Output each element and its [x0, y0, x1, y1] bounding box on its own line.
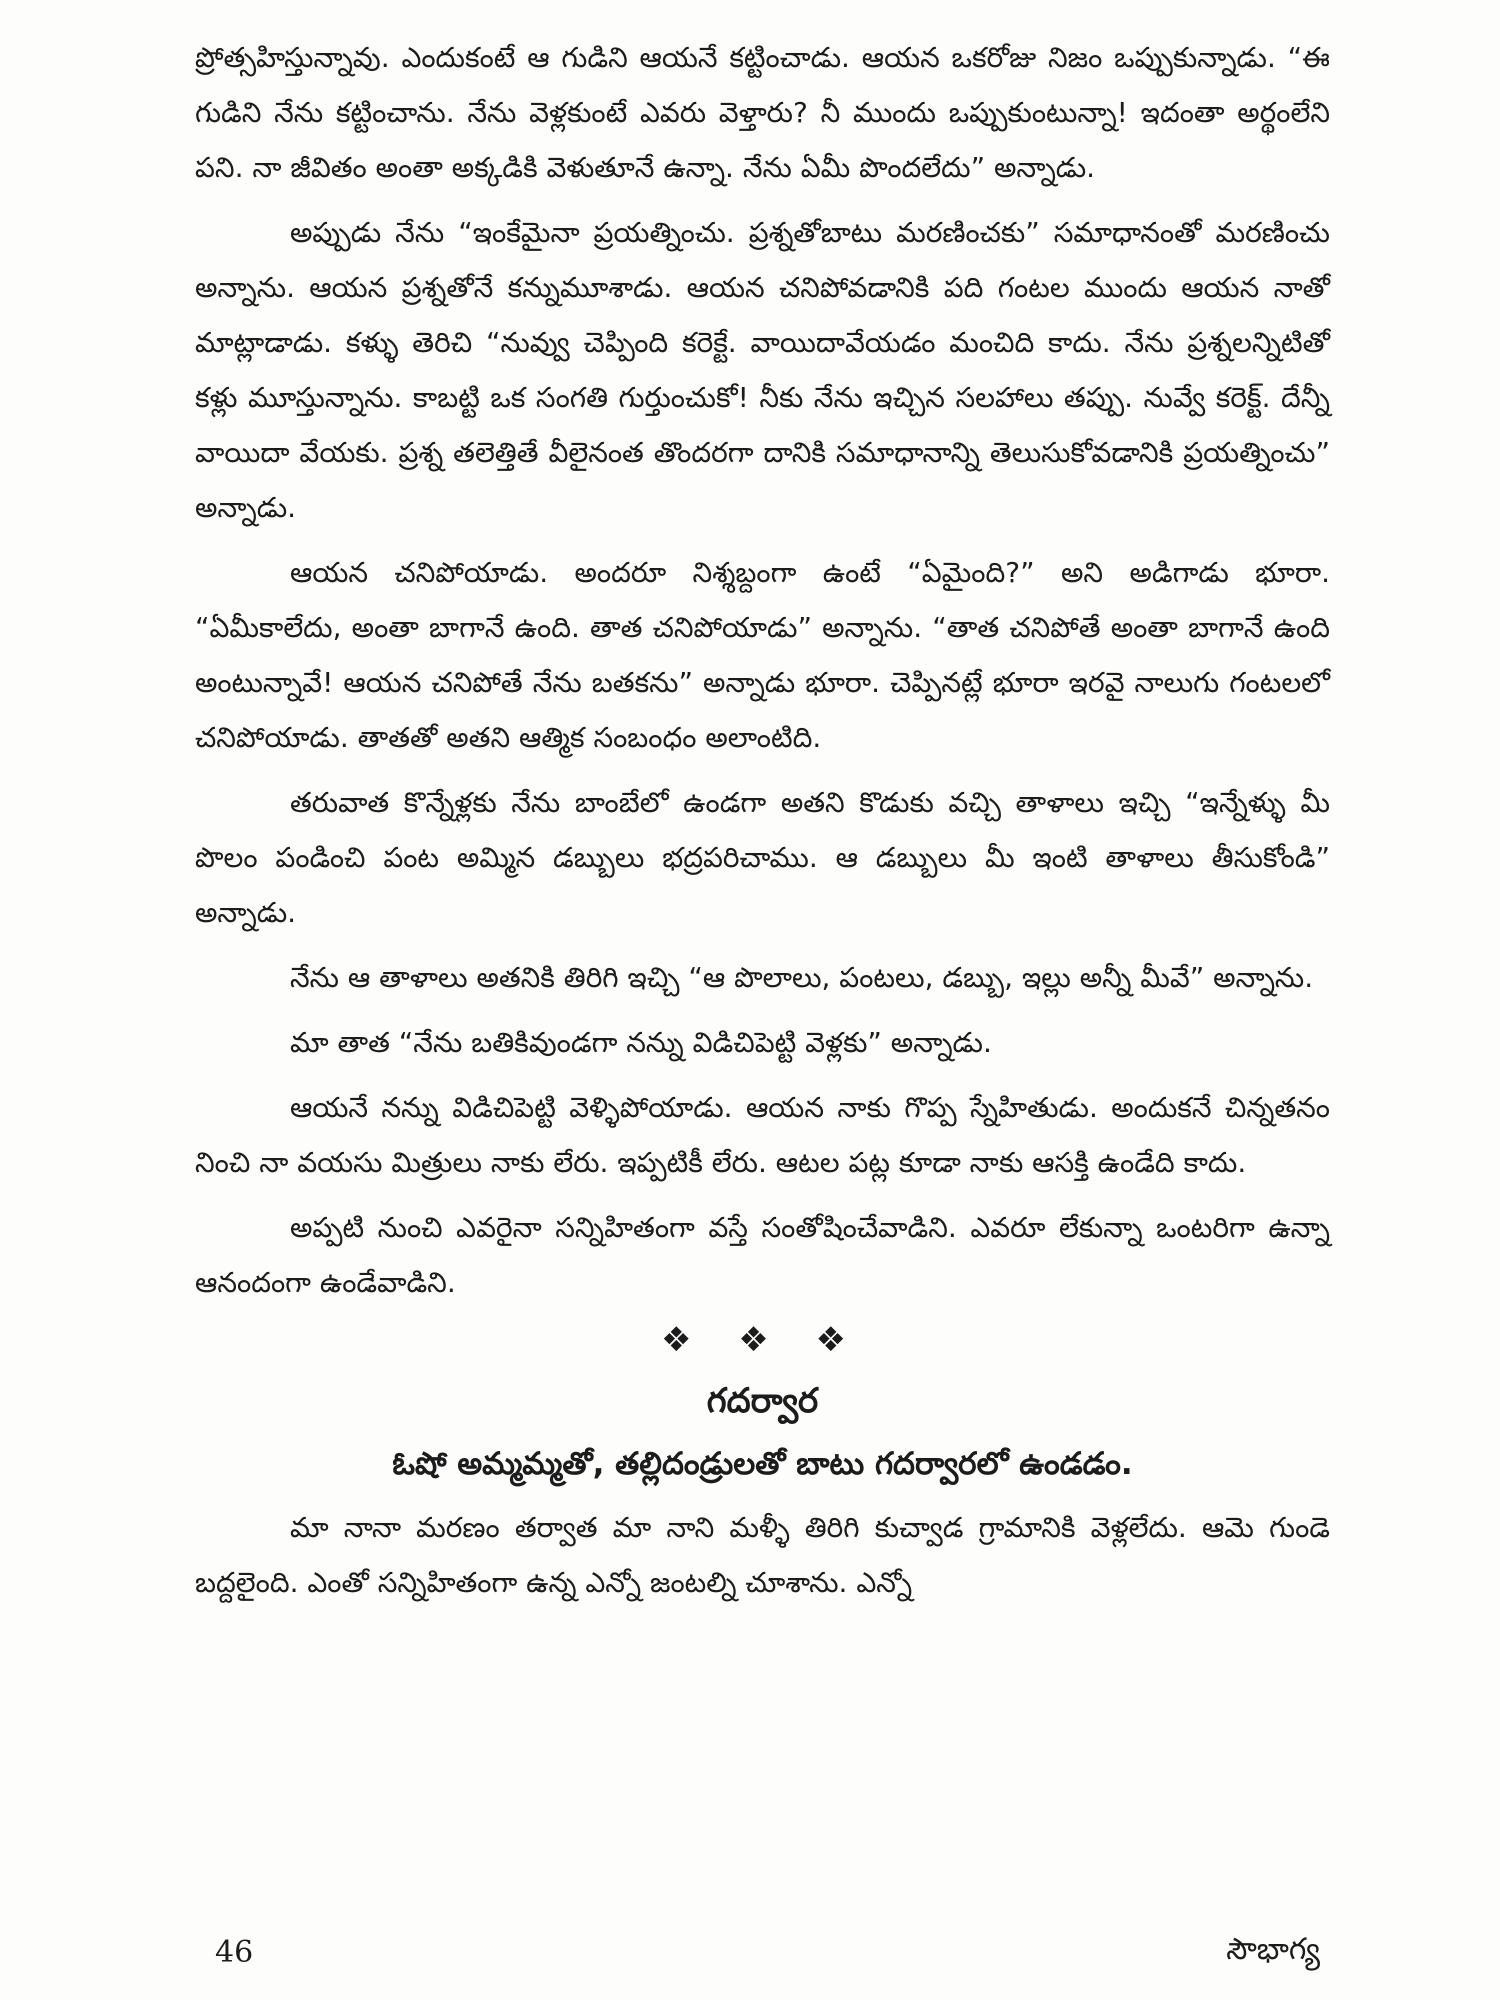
paragraph-8: అప్పటి నుంచి ఎవరైనా సన్నిహితంగా వస్తే సంతోషించేవాడిని. ఎవరూ లేకున్నా ఒంటరిగా ఉన్నా ఆనందంగా ఉండేవాడిని.	[195, 1211, 1330, 1299]
paragraph-1: ప్రోత్సహిస్తున్నావు. ఎందుకంటే ఆ గుడిని ఆయనే కట్టించాడు. ఆయన ఒకరోజు నిజం ఒప్పుకున్నాడు. “ఈ గుడిని నేను కట్టించాను. నేను వెళ్లకుంటే ఎవరు వెళ్తారు? నీ ముందు ఒప్పుకుంటున్నా! ఇదంతా అర్థంలేని పని. నా జీవితం అంతా అక్కడికి వెళుతూనే ఉన్నా. నేను ఏమీ పొందలేదు” అన్నాడు.	[195, 41, 1330, 184]
chapter-subtitle: ఓషో అమ్మమ్మతో, తల్లిదండ్రులతో బాటు గదర్వారలో ఉండడం.	[392, 1446, 1133, 1482]
paragraph-5: నేను ఆ తాళాలు అతనికి తిరిగి ఇచ్చి “ఆ పొలాలు, పంటలు, డబ్బు, ఇల్లు అన్నీ మీవే” అన్నాను.	[290, 961, 1314, 994]
paragraph-2: అప్పుడు నేను “ఇంకేమైనా ప్రయత్నించు. ప్రశ్నతోబాటు మరణించకు” సమాధానంతో మరణించు అన్నాను. ఆయన ప్రశ్నతోనే కన్నుమూశాడు. ఆయన చనిపోవడానికి పది గంటల ముందు ఆయన నాతో మాట్లాడాడు. కళ్ళు తెరిచి “నువ్వు చెప్పింది కరెక్టే. వాయిదావేయడం మంచిది కాదు. నేను ప్రశ్నలన్నిటితో కళ్లు మూస్తున్నాను. కాబట్టి ఒక సంగతి గుర్తుంచుకో! నీకు నేను ఇచ్చిన సలహాలు తప్పు. నువ్వే కరెక్ట్. దేన్నీ వాయిదా వేయకు. ప్రశ్న తలెత్తితే వీలైనంత తొందరగా దానికి సమాధానాన్ని తెలుసుకోవడానికి ప్రయత్నించు” అన్నాడు.	[195, 216, 1330, 524]
paragraph-6: మా తాత “నేను బతికివుండగా నన్ను విడిచిపెట్టి వెళ్లకు” అన్నాడు.	[290, 1026, 992, 1059]
section-ornament: ❖ ❖ ❖	[660, 1320, 865, 1360]
chapter-paragraph-1: మా నానా మరణం తర్వాత మా నాని మళ్ళీ తిరిగి కుచ్వాడ గ్రామానికి వెళ్లలేదు. ఆమె గుండె బద్దలైంది. ఎంతో సన్నిహితంగా ఉన్న ఎన్నో జంటల్ని చూశాను. ఎన్నో	[195, 1511, 1330, 1599]
running-footer-title: సౌభాగ్య	[1226, 1932, 1320, 1967]
paragraph-4: తరువాత కొన్నేళ్లకు నేను బాంబేలో ఉండగా అతని కొడుకు వచ్చి తాళాలు ఇచ్చి “ఇన్నేళ్ళు మీ పొలం పండించి పంట అమ్మిన డబ్బులు భద్రపరిచాము. ఆ డబ్బులు మీ ఇంటి తాళాలు తీసుకోండి” అన్నాడు.	[195, 786, 1330, 929]
page-body	[195, 30, 1330, 1620]
paragraph-7: ఆయనే నన్ను విడిచిపెట్టి వెళ్ళిపోయాడు. ఆయన నాకు గొప్ప స్నేహితుడు. అందుకనే చిన్నతనం నించి నా వయసు మిత్రులు నాకు లేరు. ఇప్పటికీ లేరు. ఆటల పట్ల కూడా నాకు ఆసక్తి ఉండేది కాదు.	[195, 1091, 1330, 1179]
chapter-title: గదర్వార	[706, 1381, 819, 1421]
page-number: 46	[215, 1935, 254, 1970]
paragraph-3: ఆయన చనిపోయాడు. అందరూ నిశ్శబ్దంగా ఉంటే “ఏమైంది?” అని అడిగాడు భూరా. “ఏమీకాలేదు, అంతా బాగానే ఉంది. తాత చనిపోయాడు” అన్నాను. “తాత చనిపోతే అంతా బాగానే ఉంది అంటున్నావే! ఆయన చనిపోతే నేను బతకను” అన్నాడు భూరా. చెప్పినట్లే భూరా ఇరవై నాలుగు గంటలలో చనిపోయాడు. తాతతో అతని ఆత్మిక సంబంధం అలాంటిది.	[195, 556, 1330, 754]
